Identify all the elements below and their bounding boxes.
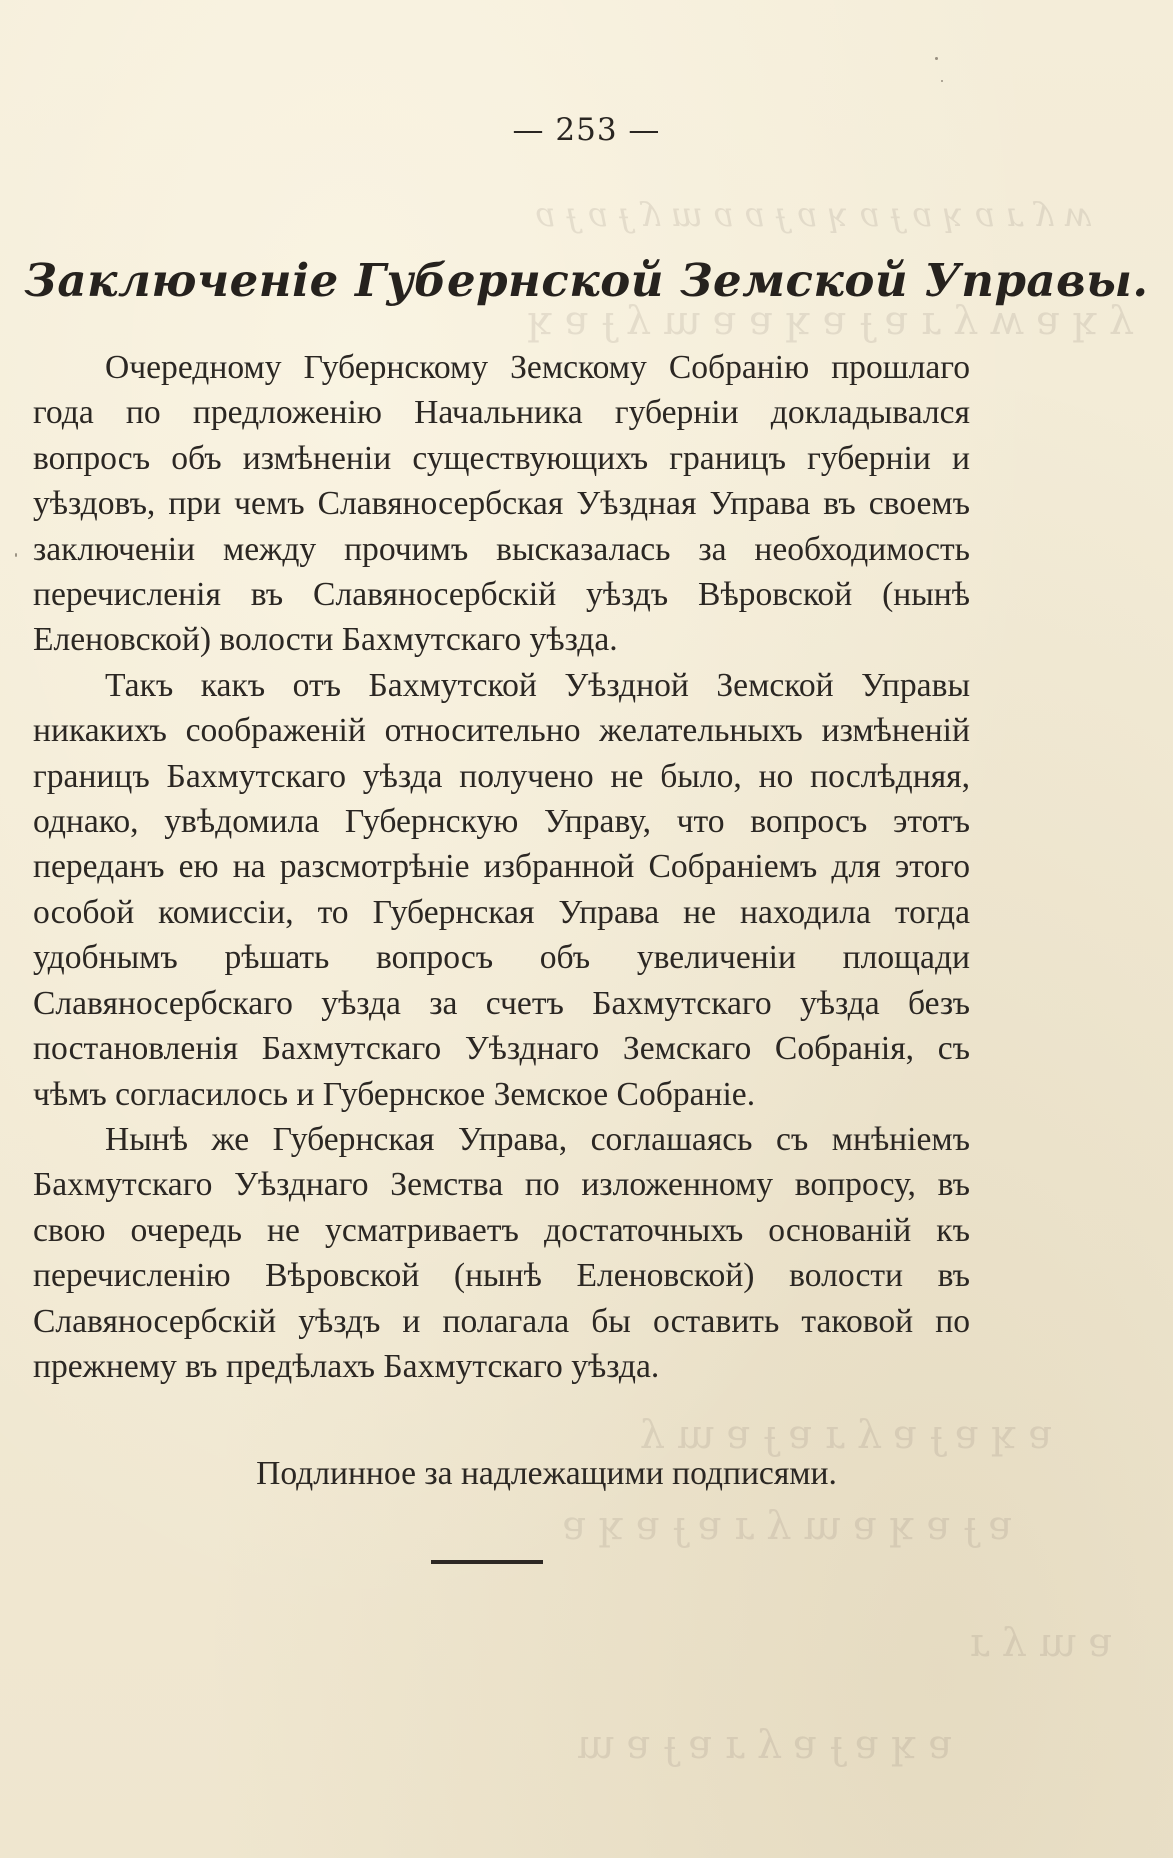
- paper-speck: [941, 80, 943, 82]
- paragraph-3: Нынѣ же Губернская Управа, соглашаясь съ мнѣніемъ Бахмутскаго Уѣзднаго Земства по изложенному вопросу, въ свою очередь не усматриваетъ достаточныхъ основаній къ перечисленію Вѣровской (нынѣ Еленовской) волости въ Славяносербскій уѣздъ и полагала бы оставить таковой по прежнему въ предѣлахъ Бахмутскаго уѣзда.: [33, 1120, 970, 1385]
- paragraph-2: Такъ какъ отъ Бахмутской Уѣздной Земской Управы никакихъ соображеній относительно желательныхъ измѣненій границъ Бахмутскаго уѣзда получено не было, но послѣдняя, однако, увѣдомила Губернскую Управу, что вопросъ этотъ переданъ ею на разсмотрѣніе избранной Собраніемъ для этого особой комиссіи, то Губернская Управа не находила тогда удобнымъ рѣшать вопросъ объ увеличеніи площади Славяносербскаго уѣзда за счетъ Бахмутскаго уѣзда безъ постановленія Бахмутскаго Уѣзднаго Земскаго Собранія, съ чѣмъ согласилось и Губернское Земское Собраніе.: [33, 666, 970, 1113]
- paragraph-1: Очередному Губернскому Земскому Собранію прошлаго года по предложенію Начальника губерніи докладывался вопросъ объ измѣненіи существующихъ границъ губерніи и уѣздовъ, при чемъ Славяносербская Уѣздная Управа въ своемъ заключеніи между прочимъ высказалась за необходимость перечисленія въ Славяносербскій уѣздъ Вѣровской (нынѣ Еленовской) волости Бахмутскаго уѣзда.: [33, 349, 970, 659]
- bleed-through-texture: ɐ ɟ ɐ ʞ ɐ ɯ ʎ ɹ ɐ ɟ ɐ ʞ ɐ: [563, 1503, 1013, 1549]
- paper-speck: [935, 57, 938, 60]
- bleed-through-texture: ɐ ɯ ʎ ɹ: [970, 1620, 1113, 1666]
- paper-speck: [15, 553, 17, 557]
- section-heading: Заключеніе Губернской Земской Управы.: [24, 254, 1149, 307]
- page-number: — 253 —: [512, 112, 661, 148]
- end-divider: [431, 1560, 543, 1564]
- bleed-through-texture: ɐ ʞ ɐ ɟ ɐ ʎ ɹ ɐ ɟ ɐ ɯ: [576, 1722, 953, 1768]
- signature-note: Подлинное за надлежащими подписями.: [256, 1455, 837, 1492]
- bleed-through-texture: ʍ ʎ ɹ ɐ ʞ ɐ ɟ ɐ ʞ ɐ ɟ ɐ ɐ ɯ ʎ ɟ ɐ ɟ ɐ: [535, 195, 1093, 235]
- bleed-through-texture: ɐ ʞ ɐ ɟ ɐ ʎ ɹ ɐ ɟ ɐ ɯ ʎ: [641, 1412, 1053, 1458]
- body-text: [33, 345, 970, 1389]
- bleed-through-texture: ʎ ʞ ɐ ʍ ʎ ɹ ɐ ɟ ɐ ʞ ɐ ɐ ɯ ʎ ɟ ɐ ʞ: [528, 298, 1133, 344]
